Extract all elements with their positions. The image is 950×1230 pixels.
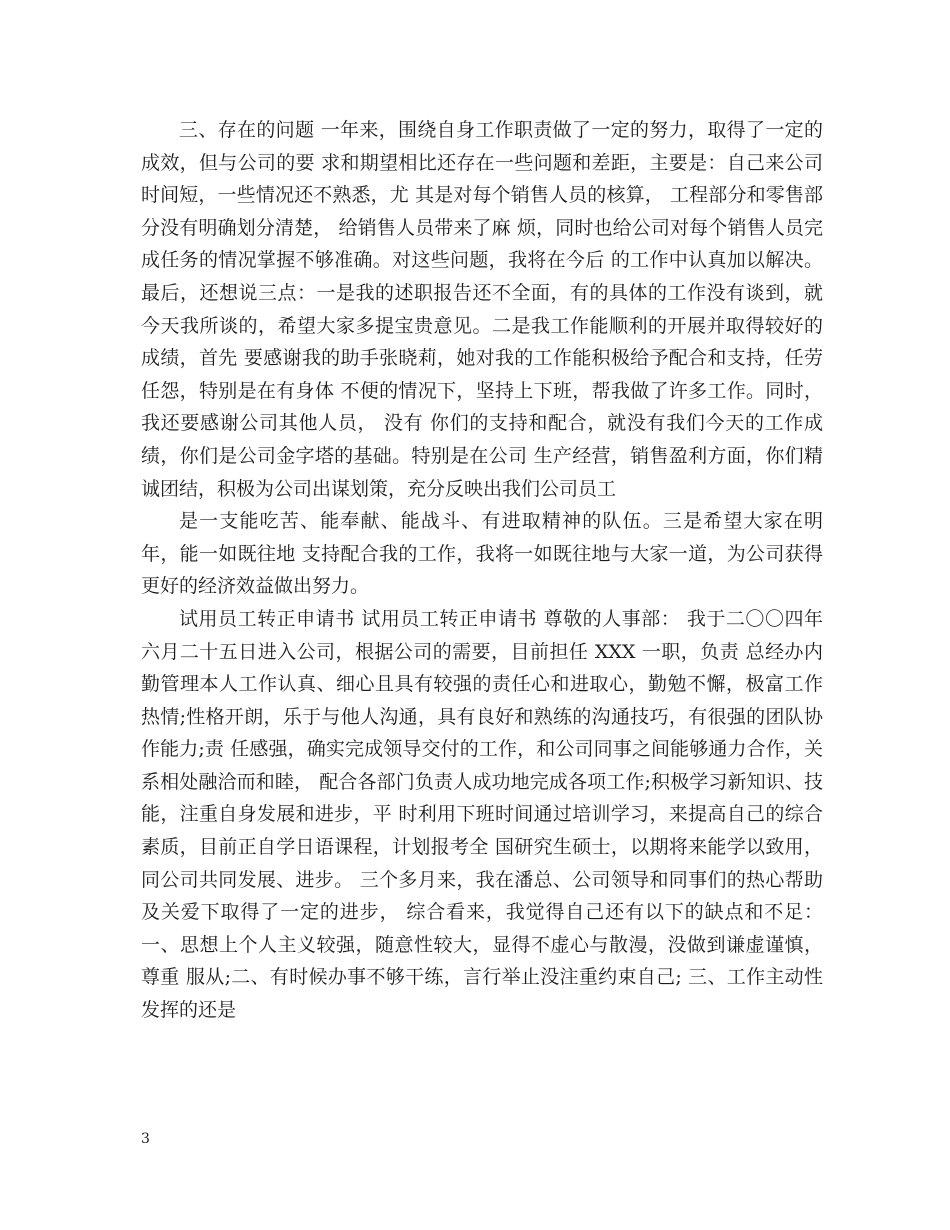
paragraph-probation-application: 试用员工转正申请书 试用员工转正申请书 尊敬的人事部： 我于二〇〇四年六月二十五日进入公司，根据公司的需要，目前担任 XXX 一职，负责 总经办内勤管理本人工作认真、细心且具有较强的责任心和进取心，勤勉不懈，极富工作热情;性格开朗，乐于与他人沟通，具有良好和熟练的沟通技巧，有很强的团队协作能力;责 任感强，确实完成领导交付的工作，和公司同事之间能够通力合作，关系相处融洽而和睦， 配合各部门负责人成功地完成各项工作;积极学习新知识、技能，注重自身发展和进步，平 时利用下班时间通过培训学习，来提高自己的综合素质，目前正自学日语课程，计划报考全 国研究生硕士，以期将来能学以致用，同公司共同发展、进步。 三个多月来，我在潘总、公司领导和同事们的热心帮助及关爱下取得了一定的进步， 综合看来，我觉得自己还有以下的缺点和不足： 一、思想上个人主义较强，随意性较大，显得不虚心与散漫，没做到谦虚谨慎，尊重 服从;二、有时候办事不够干练，言行举止没注重约束自己; 三、工作主动性发挥的还是 — [141, 607, 830, 1022]
body-text — [141, 114, 830, 1027]
paragraph-problems-and-closing: 三、存在的问题 一年来，围绕自身工作职责做了一定的努力，取得了一定的成效，但与公司的要 求和期望相比还存在一些问题和差距，主要是：自己来公司时间短，一些情况还不熟悉，尤 其是对每个销售人员的核算， 工程部分和零售部分没有明确划分清楚， 给销售人员带来了麻 烦，同时也给公司对每个销售人员完成任务的情况掌握不够准确。对这些问题，我将在今后 的工作中认真加以解决。 最后，还想说三点：一是我的述职报告还不全面，有的具体的工作没有谈到，就今天我所谈的，希望大家多提宝贵意见。二是我工作能顺利的开展并取得较好的成绩，首先 要感谢我的助手张晓莉，她对我的工作能积极给予配合和支持，任劳任怨，特别是在有身体 不便的情况下，坚持上下班，帮我做了许多工作。同时，我还要感谢公司其他人员， 没有 你们的支持和配合，就没有我们今天的工作成绩，你们是公司金字塔的基础。特别是在公司 生产经营，销售盈利方面，你们精诚团结，积极为公司出谋划策，充分反映出我们公司员工 — [141, 119, 830, 500]
paragraph-team-spirit: 是一支能吃苦、能奉献、能战斗、有进取精神的队伍。三是希望大家在明年，能一如既往地 支持配合我的工作，我将一如既往地与大家一道，为公司获得更好的经济效益做出努力。 — [141, 510, 823, 598]
page-number: 3 — [141, 1131, 150, 1147]
